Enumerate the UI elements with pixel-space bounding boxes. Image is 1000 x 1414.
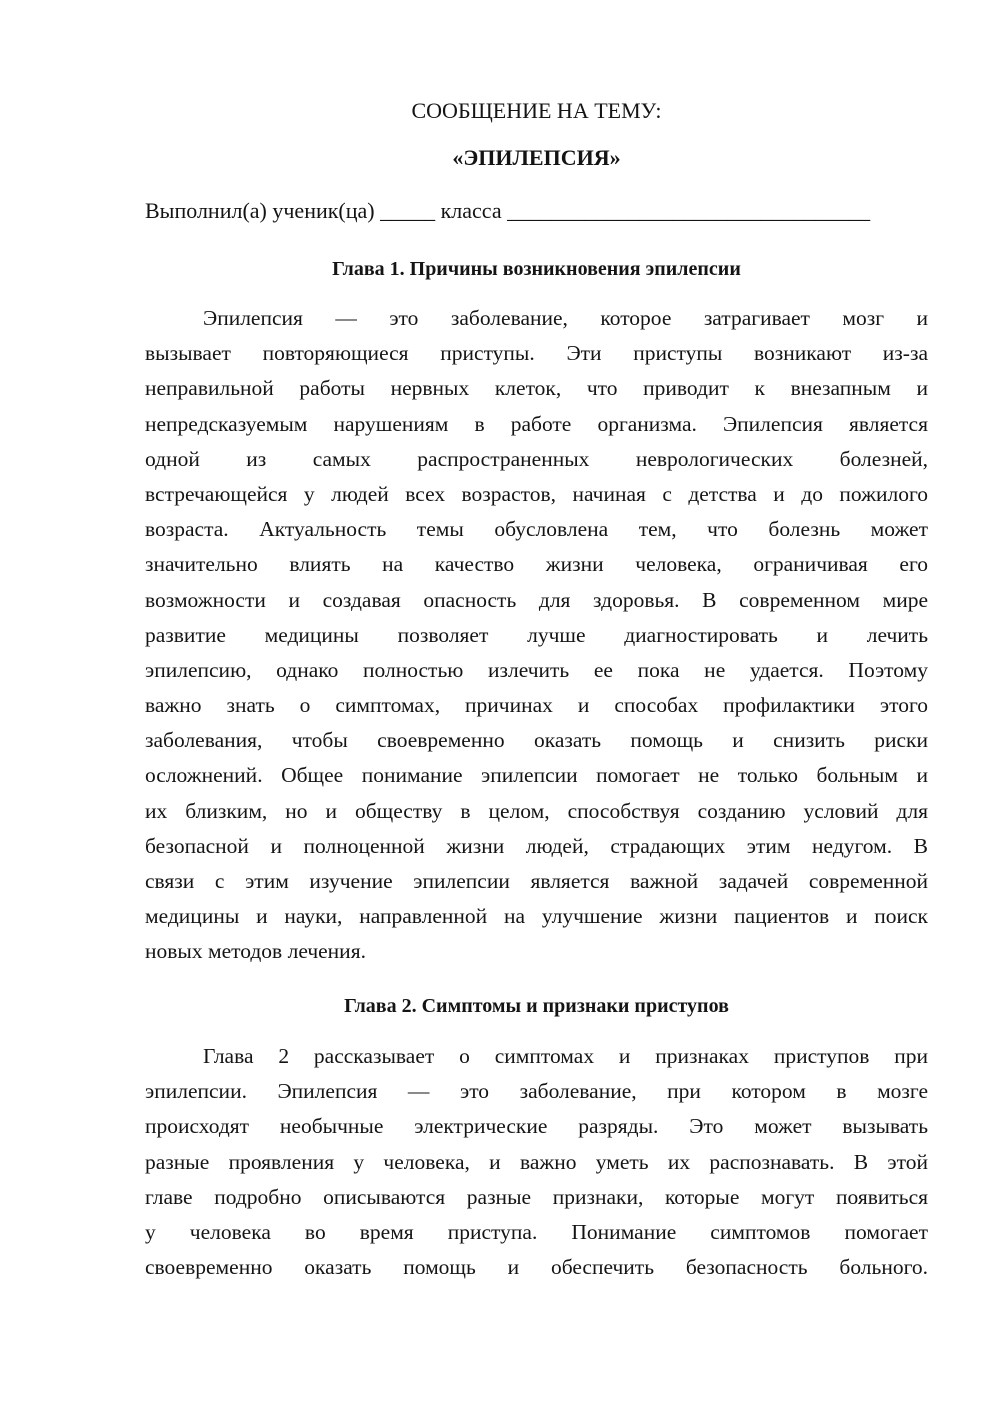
paragraph-line: связи с этим изучение эпилепсии является важной задачей современной [145,869,928,893]
paragraph-line: возраста. Актуальность темы обусловлена тем, что болезнь может [145,517,928,542]
paragraph-line: неправильной работы нервных клеток, что приводит к внезапным и [145,376,928,401]
paragraph-line: заболевания, чтобы своевременно оказать помощь и снизить риски [145,728,928,753]
document-title-line1: СООБЩЕНИЕ НА ТЕМУ: [411,98,662,123]
paragraph-line: эпилепсию, однако полностью излечить ее пока не удается. Поэтому [145,657,928,682]
author-line: Выполнил(а) ученик(ца) _____ класса _________________________________ [145,198,871,223]
paragraph-line: значительно влиять на качество жизни человека, ограничивая его [145,552,928,577]
paragraph-line: возможности и создавая опасность для здоровья. В современном мире [145,587,928,612]
document-title-topic: «ЭПИЛЕПСИЯ» [452,145,621,170]
paragraph-line: у человека во время приступа. Понимание симптомов помогает [145,1219,928,1244]
paragraph-line: вызывает повторяющиеся приступы. Эти приступы возникают из-за [145,341,928,366]
paragraph-line: своевременно оказать помощь и обеспечить безопасность больного. [145,1255,928,1280]
chapter2-heading: Глава 2. Симптомы и признаки приступов [344,995,729,1017]
chapter1-paragraph [145,301,928,970]
paragraph-line: их близким, но и обществу в целом, способствуя созданию условий для [145,798,928,823]
paragraph-line: осложнений. Общее понимание эпилепсии помогает не только больным и [145,763,928,788]
paragraph-line: происходят необычные электрические разряды. Это может вызывать [145,1114,928,1139]
paragraph-line: главе подробно описываются разные признаки, которые могут появиться [145,1184,928,1209]
paragraph-line: эпилепсии. Эпилепсия — это заболевание, при котором в мозге [145,1079,928,1104]
paragraph-line: встречающейся у людей всех возрастов, начиная с детства и до пожилого [145,481,928,506]
paragraph-line: медицины и науки, направленной на улучшение жизни пациентов и поиск [145,904,928,929]
paragraph-line: одной из самых распространенных неврологических болезней, [145,446,928,471]
paragraph-line: разные проявления у человека, и важно уметь их распознавать. В этой [145,1149,928,1174]
paragraph-line: Эпилепсия — это заболевание, которое затрагивает мозг и [203,306,928,330]
paragraph-line: непредсказуемым нарушениям в работе организма. Эпилепсия является [145,411,928,436]
paragraph-line: безопасной и полноценной жизни людей, страдающих этим недугом. В [145,833,928,858]
paragraph-line: новых методов лечения. [145,939,366,964]
chapter1-heading: Глава 1. Причины возникновения эпилепсии [332,258,741,280]
chapter2-paragraph [145,1039,928,1285]
paragraph-line: важно знать о симптомах, причинах и способах профилактики этого [145,693,928,718]
paragraph-line: Глава 2 рассказывает о симптомах и признаках приступов при [203,1044,928,1068]
paragraph-line: развитие медицины позволяет лучше диагностировать и лечить [145,622,928,647]
